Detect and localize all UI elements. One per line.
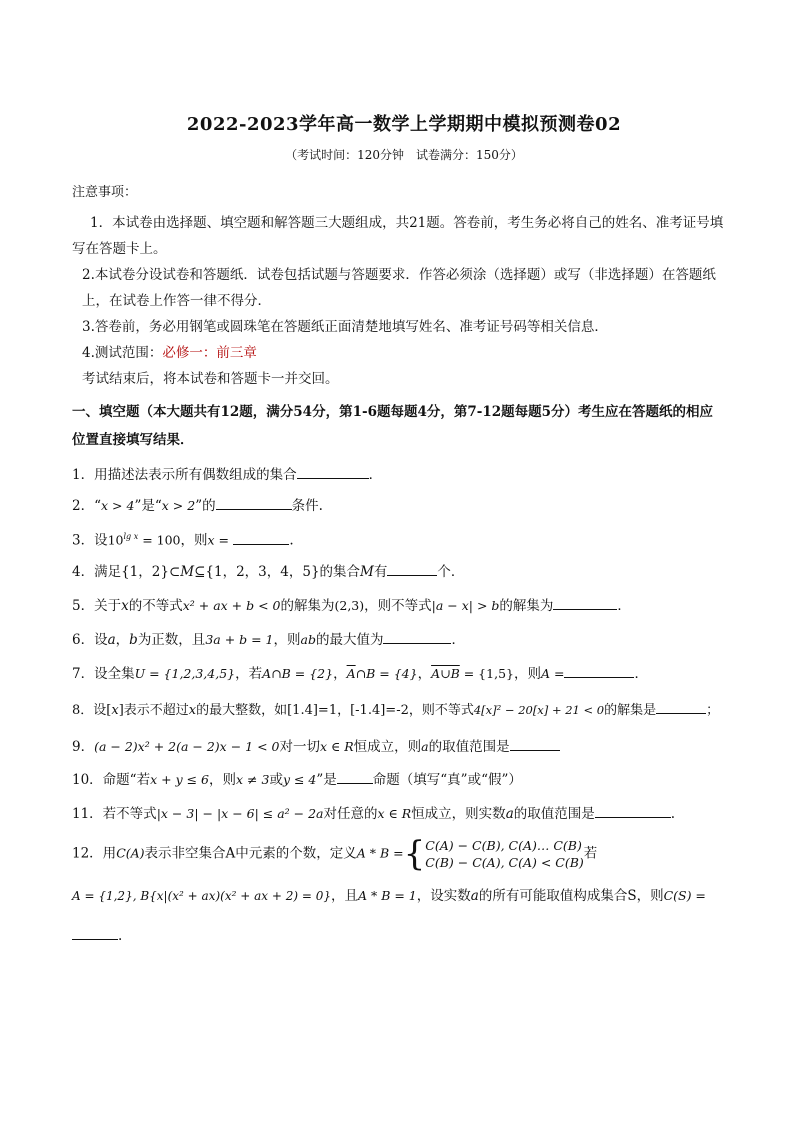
question-4: 4．满足{1，2}⊂M⊆{1，2，3，4，5}的集合M有 个． <box>72 561 724 583</box>
question-12-continued: A = {1,2}, B{x|(x² + ax)(x² + ax + 2) = 0}，且A * B = 1，设实数a的所有可能取值构成集合S，则C(S) = <box>72 887 706 904</box>
section-heading: 一、填空题（本大题共有12题，满分54分，第1-6题每题4分，第7-12题每题5分）考生应在答题纸的相应位置直接填写结果． <box>72 404 714 448</box>
exam-info: （考试时间：120分钟 试卷满分：150分） <box>285 148 523 162</box>
answer-blank[interactable] <box>337 769 373 784</box>
notice-heading: 注意事项： <box>72 185 138 200</box>
answer-blank[interactable] <box>387 561 437 576</box>
answer-blank[interactable] <box>297 464 369 479</box>
test-scope: 必修一：前三章 <box>162 345 257 361</box>
brace: { <box>403 833 426 874</box>
question-10: 10．命题“若x + y ≤ 6，则x ≠ 3或y ≤ 4”是 命题（填写“真”或“假”） <box>72 769 724 791</box>
page-title: 2022-2023学年高一数学上学期期中模拟预测卷02 <box>186 114 622 135</box>
question-1: 1．用描述法表示所有偶数组成的集合 ． <box>72 464 724 486</box>
notice-item-1: 1．本试卷由选择题、填空题和解答题三大题组成，共21题。答卷前，考生务必将自己的姓名、准考证号填写在答题卡上。 <box>72 215 724 257</box>
piecewise-cases: C(A) − C(B), C(A)… C(B) C(B) − C(A), C(A) < C(B) <box>425 837 584 870</box>
answer-blank[interactable] <box>595 803 671 818</box>
answer-blank[interactable] <box>553 595 617 610</box>
question-7: 7．设全集U = {1,2,3,4,5}，若A∩B = {2}，$\overline{A}\cap B = \{4\}$，A∪B = {1,5}，则A = ． <box>72 663 724 685</box>
answer-blank[interactable] <box>72 925 118 940</box>
answer-blank[interactable] <box>383 629 451 644</box>
answer-blank[interactable] <box>233 530 289 545</box>
notice-item-5: 考试结束后，将本试卷和答题卡一并交回。 <box>82 371 339 387</box>
question-6: 6．设a，b为正数，且3a + b = 1，则ab的最大值为 ． <box>72 629 724 651</box>
question-8: 8．设[x]表示不超过x的最大整数，如[1.4]=1，[-1.4]=-2，则不等式4[x]² − 20[x] + 21 < 0的解集是 ； <box>72 699 724 722</box>
notice-item-2: 2.本试卷分设试卷和答题纸．试卷包括试题与答题要求．作答必须涂（选择题）或写（非选择题）在答题纸上，在试卷上作答一律不得分． <box>82 267 716 309</box>
answer-blank[interactable] <box>564 663 634 678</box>
question-3: 3．设$10^{lg x} = 100$，则x = . <box>72 526 724 552</box>
answer-blank[interactable] <box>510 736 560 751</box>
question-2: 2．“x > 4”是“x > 2”的 条件. <box>72 495 724 517</box>
notice-item-4-label: 4.测试范围： <box>82 345 163 361</box>
answer-blank[interactable] <box>656 699 706 714</box>
question-12-answer-line: . <box>72 925 724 947</box>
notice-item-3: 3.答卷前，务必用钢笔或圆珠笔在答题纸正面清楚地填写姓名、准考证号码等相关信息． <box>82 319 608 335</box>
notice-item-4 <box>72 340 724 366</box>
question-5: 5．关于x的不等式x² + ax + b < 0的解集为(2,3)，则不等式|a − x| > b的解集为 ． <box>72 595 724 617</box>
question-11: 11．若不等式|x − 3| − |x − 6| ≤ a² − 2a对任意的x ∈ R恒成立，则实数a的取值范围是 . <box>72 803 724 825</box>
question-12: 12．用C(A)表示非空集合A中元素的个数，定义A * B ={ C(A) − C(B), C(A)… C(B) C(B) − C(A), C(A) < C(B) 若 <box>72 833 598 874</box>
question-9: 9．(a − 2)x² + 2(a − 2)x − 1 < 0对一切x ∈ R恒成立，则a的取值范围是 <box>72 736 724 758</box>
answer-blank[interactable] <box>216 495 292 510</box>
